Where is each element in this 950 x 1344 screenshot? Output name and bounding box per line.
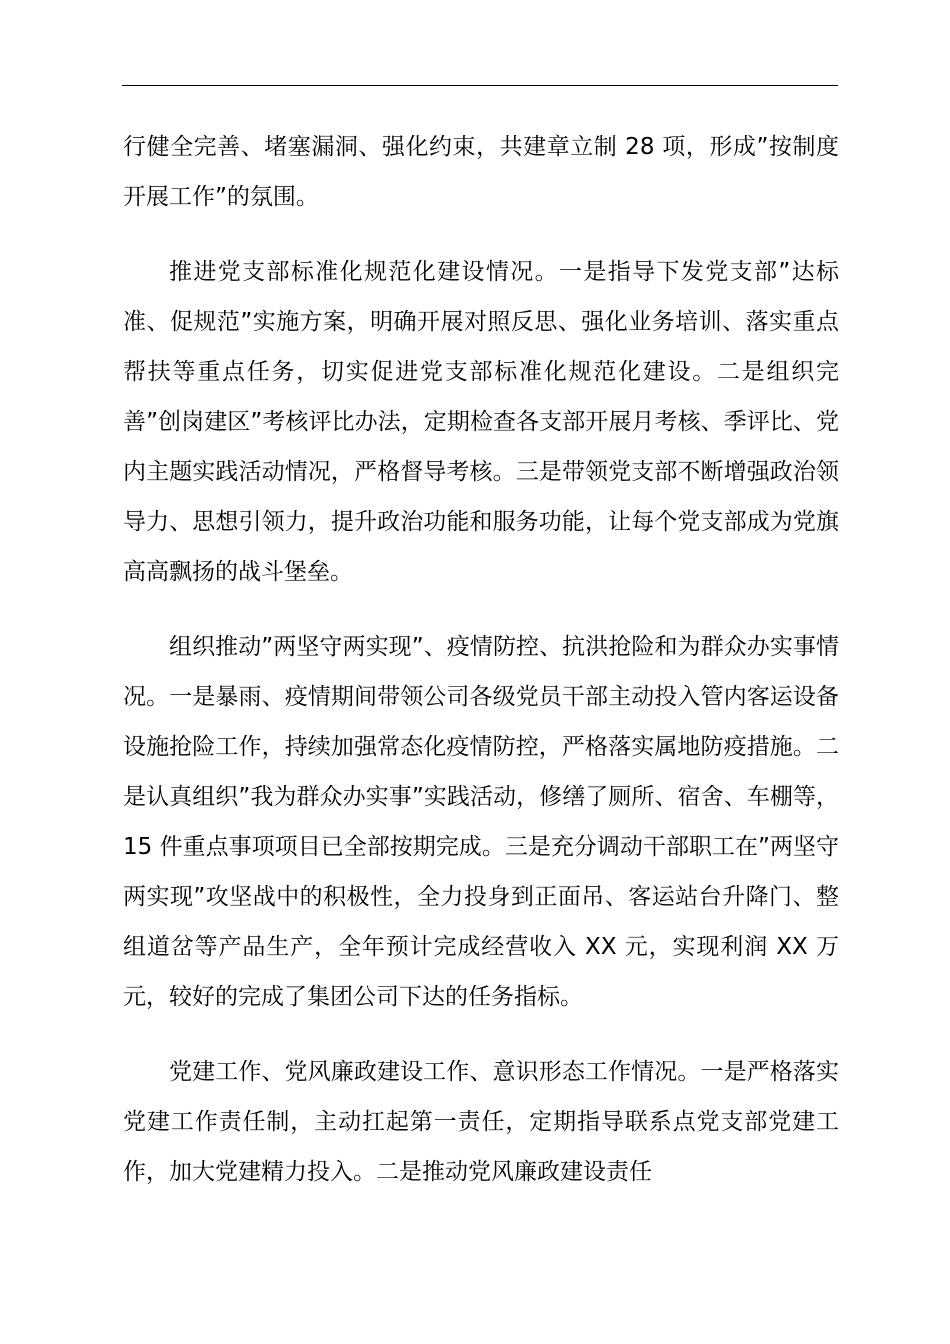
paragraph-epidemic-flood-service: 组织推动”两坚守两实现”、疫情防控、抗洪抢险和为群众办实事情况。一是暴雨、疫情期间带领公司各级党员干部主动投入管内客运设备设施抢险工作，持续加强常态化疫情防控，严格落实属地防疫措施。二是认真组织”我为群众办实事”实践活动，修缮了厕所、宿舍、车棚等，15 件重点事项项目已全部按期完成。三是充分调动干部职工在”两坚守两实现”攻坚战中的积极性，全力投身到正面吊、客运站台升降门、整组道岔等产品生产，全年预计完成经营收入 XX 元，实现利润 XX 万元，较好的完成了集团公司下达的任务指标。 xyxy=(123,634,839,1010)
header-rule xyxy=(122,85,838,86)
paragraph-branch-standardization: 推进党支部标准化规范化建设情况。一是指导下发党支部”达标准、促规范”实施方案，明确开展对照反思、强化业务培训、落实重点帮扶等重点任务，切实促进党支部标准化规范化建设。二是组织完善”创岗建区”考核评比办法，定期检查各支部开展月考核、季评比、党内主题实践活动情况，严格督导考核。三是带领党支部不断增强政治领导力、思想引领力，提升政治功能和服务功能，让每个党支部成为党旗高高飘扬的战斗堡垒。 xyxy=(123,259,839,585)
document-body xyxy=(123,122,839,1197)
paragraph-continuation: 行健全完善、堵塞漏洞、强化约束，共建章立制 28 项，形成”按制度开展工作”的氛围。 xyxy=(123,134,839,210)
paragraph-party-building: 党建工作、党风廉政建设工作、意识形态工作情况。一是严格落实党建工作责任制，主动扛起第一责任，定期指导联系点党支部党建工作，加大党建精力投入。二是推动党风廉政建设责任 xyxy=(123,1059,839,1185)
